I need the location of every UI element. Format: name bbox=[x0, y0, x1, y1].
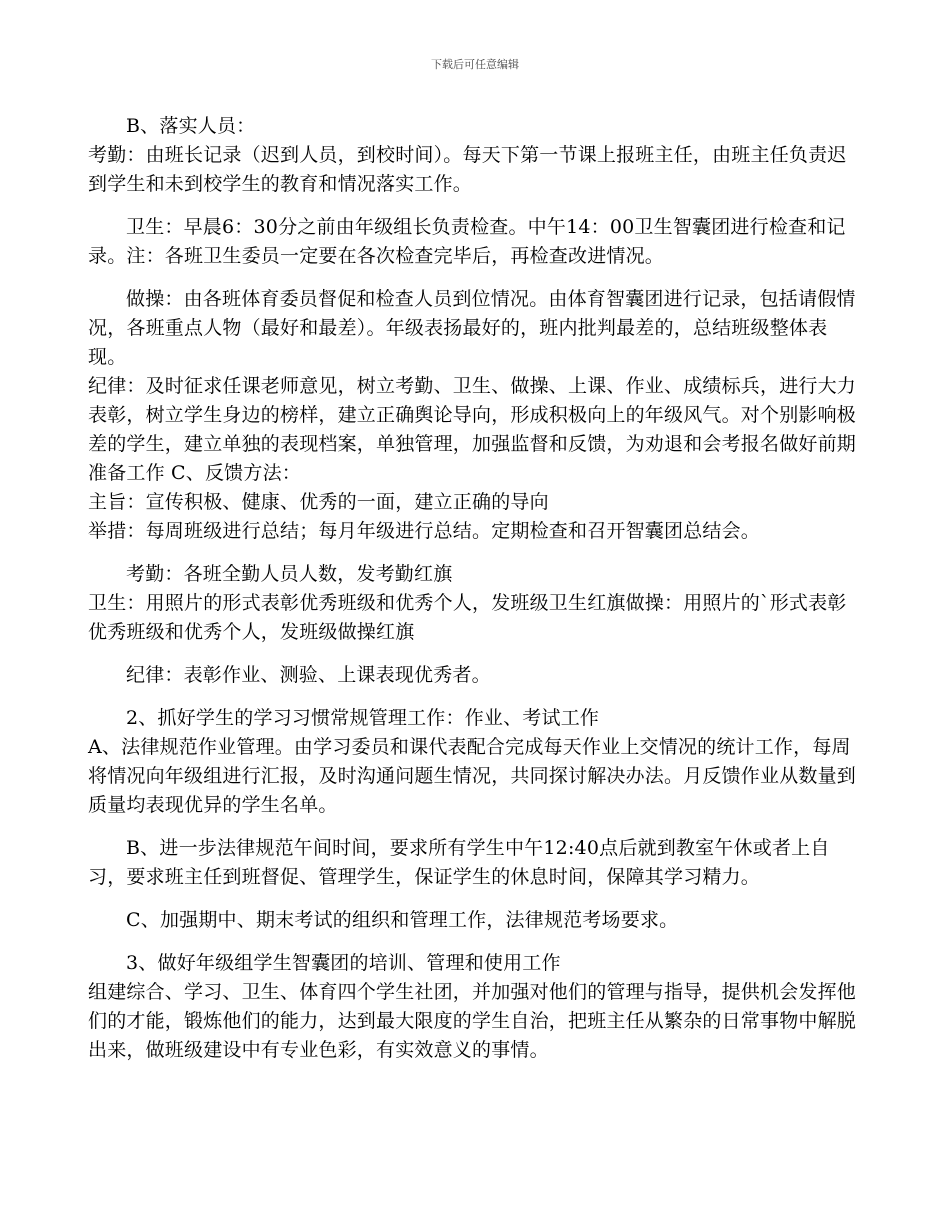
paragraph-section-3-heading: 3、做好年级组学生智囊团的培训、管理和使用工作 bbox=[126, 952, 561, 974]
paragraph-student-clubs: 组建综合、学习、卫生、体育四个学生社团，并加强对他们的管理与指导，提供机会发挥他们的才能，锻炼他们的能力，达到最大限度的学生自治，把班主任从繁杂的日常事物中解脱出来，做班级建设中有专业色彩，有实效意义的事情。 bbox=[88, 981, 857, 1061]
paragraph-discipline-reward: 纪律：表彰作业、测验、上课表现优秀者。 bbox=[126, 664, 491, 686]
paragraph-homework-management: A、法律规范作业管理。由学习委员和课代表配合完成每天作业上交情况的统计工作，每周将情况向年级组进行汇报，及时沟通问题生情况，共同探讨解决办法。月反馈作业从数量到质量均表现优异的学生名单。 bbox=[88, 736, 857, 816]
paragraph-noon-time: B、进一步法律规范午间时间，要求所有学生中午12:40点后就到教室午休或者上自习，要求班主任到班督促、管理学生，保证学生的休息时间，保障其学习精力。 bbox=[88, 837, 830, 888]
page-header: 下载后可任意编辑 bbox=[431, 58, 519, 71]
paragraph-attendance: 考勤：由班长记录（迟到人员，到校时间）。每天下第一节课上报班主任，由班主任负责迟到学生和未到校学生的教育和情况落实工作。 bbox=[88, 144, 847, 195]
paragraph-section-2-heading: 2、抓好学生的学习习惯常规管理工作：作业、考试工作 bbox=[126, 707, 600, 729]
paragraph-discipline: 纪律：及时征求任课老师意见，树立考勤、卫生、做操、上课、作业、成绩标兵，进行大力表彰，树立学生身边的榜样，建立正确舆论导向，形成积极向上的年级风气。对个别影响极差的学生，建立单独的表现档案，单独管理，加强监督和反馈，为劝退和会考报名做好前期准备工作 C、反馈方法： bbox=[88, 375, 857, 484]
paragraph-implementation-heading: B、落实人员： bbox=[126, 115, 256, 137]
paragraph-hygiene-reward: 卫生：用照片的形式表彰优秀班级和优秀个人，发班级卫生红旗做操：用照片的`形式表彰优秀班级和优秀个人，发班级做操红旗 bbox=[88, 592, 847, 643]
document-body bbox=[88, 112, 864, 1065]
paragraph-exercise: 做操：由各班体育委员督促和检查人员到位情况。由体育智囊团进行记录，包括请假情况，各班重点人物（最好和最差）。年级表扬最好的，班内批判最差的，总结班级整体表现。 bbox=[88, 288, 856, 368]
paragraph-attendance-reward: 考勤：各班全勤人员人数，发考勤红旗 bbox=[126, 563, 453, 585]
paragraph-purpose: 主旨：宣传积极、健康、优秀的一面，建立正确的导向 bbox=[88, 491, 549, 513]
paragraph-measures: 举措：每周班级进行总结；每月年级进行总结。定期检查和召开智囊团总结会。 bbox=[88, 520, 761, 542]
paragraph-hygiene: 卫生：早晨6：30分之前由年级组长负责检查。中午14：00卫生智囊团进行检查和记录。注：各班卫生委员一定要在各次检查完毕后，再检查改进情况。 bbox=[88, 216, 846, 267]
paragraph-exam-management: C、加强期中、期末考试的组织和管理工作，法律规范考场要求。 bbox=[126, 909, 679, 931]
